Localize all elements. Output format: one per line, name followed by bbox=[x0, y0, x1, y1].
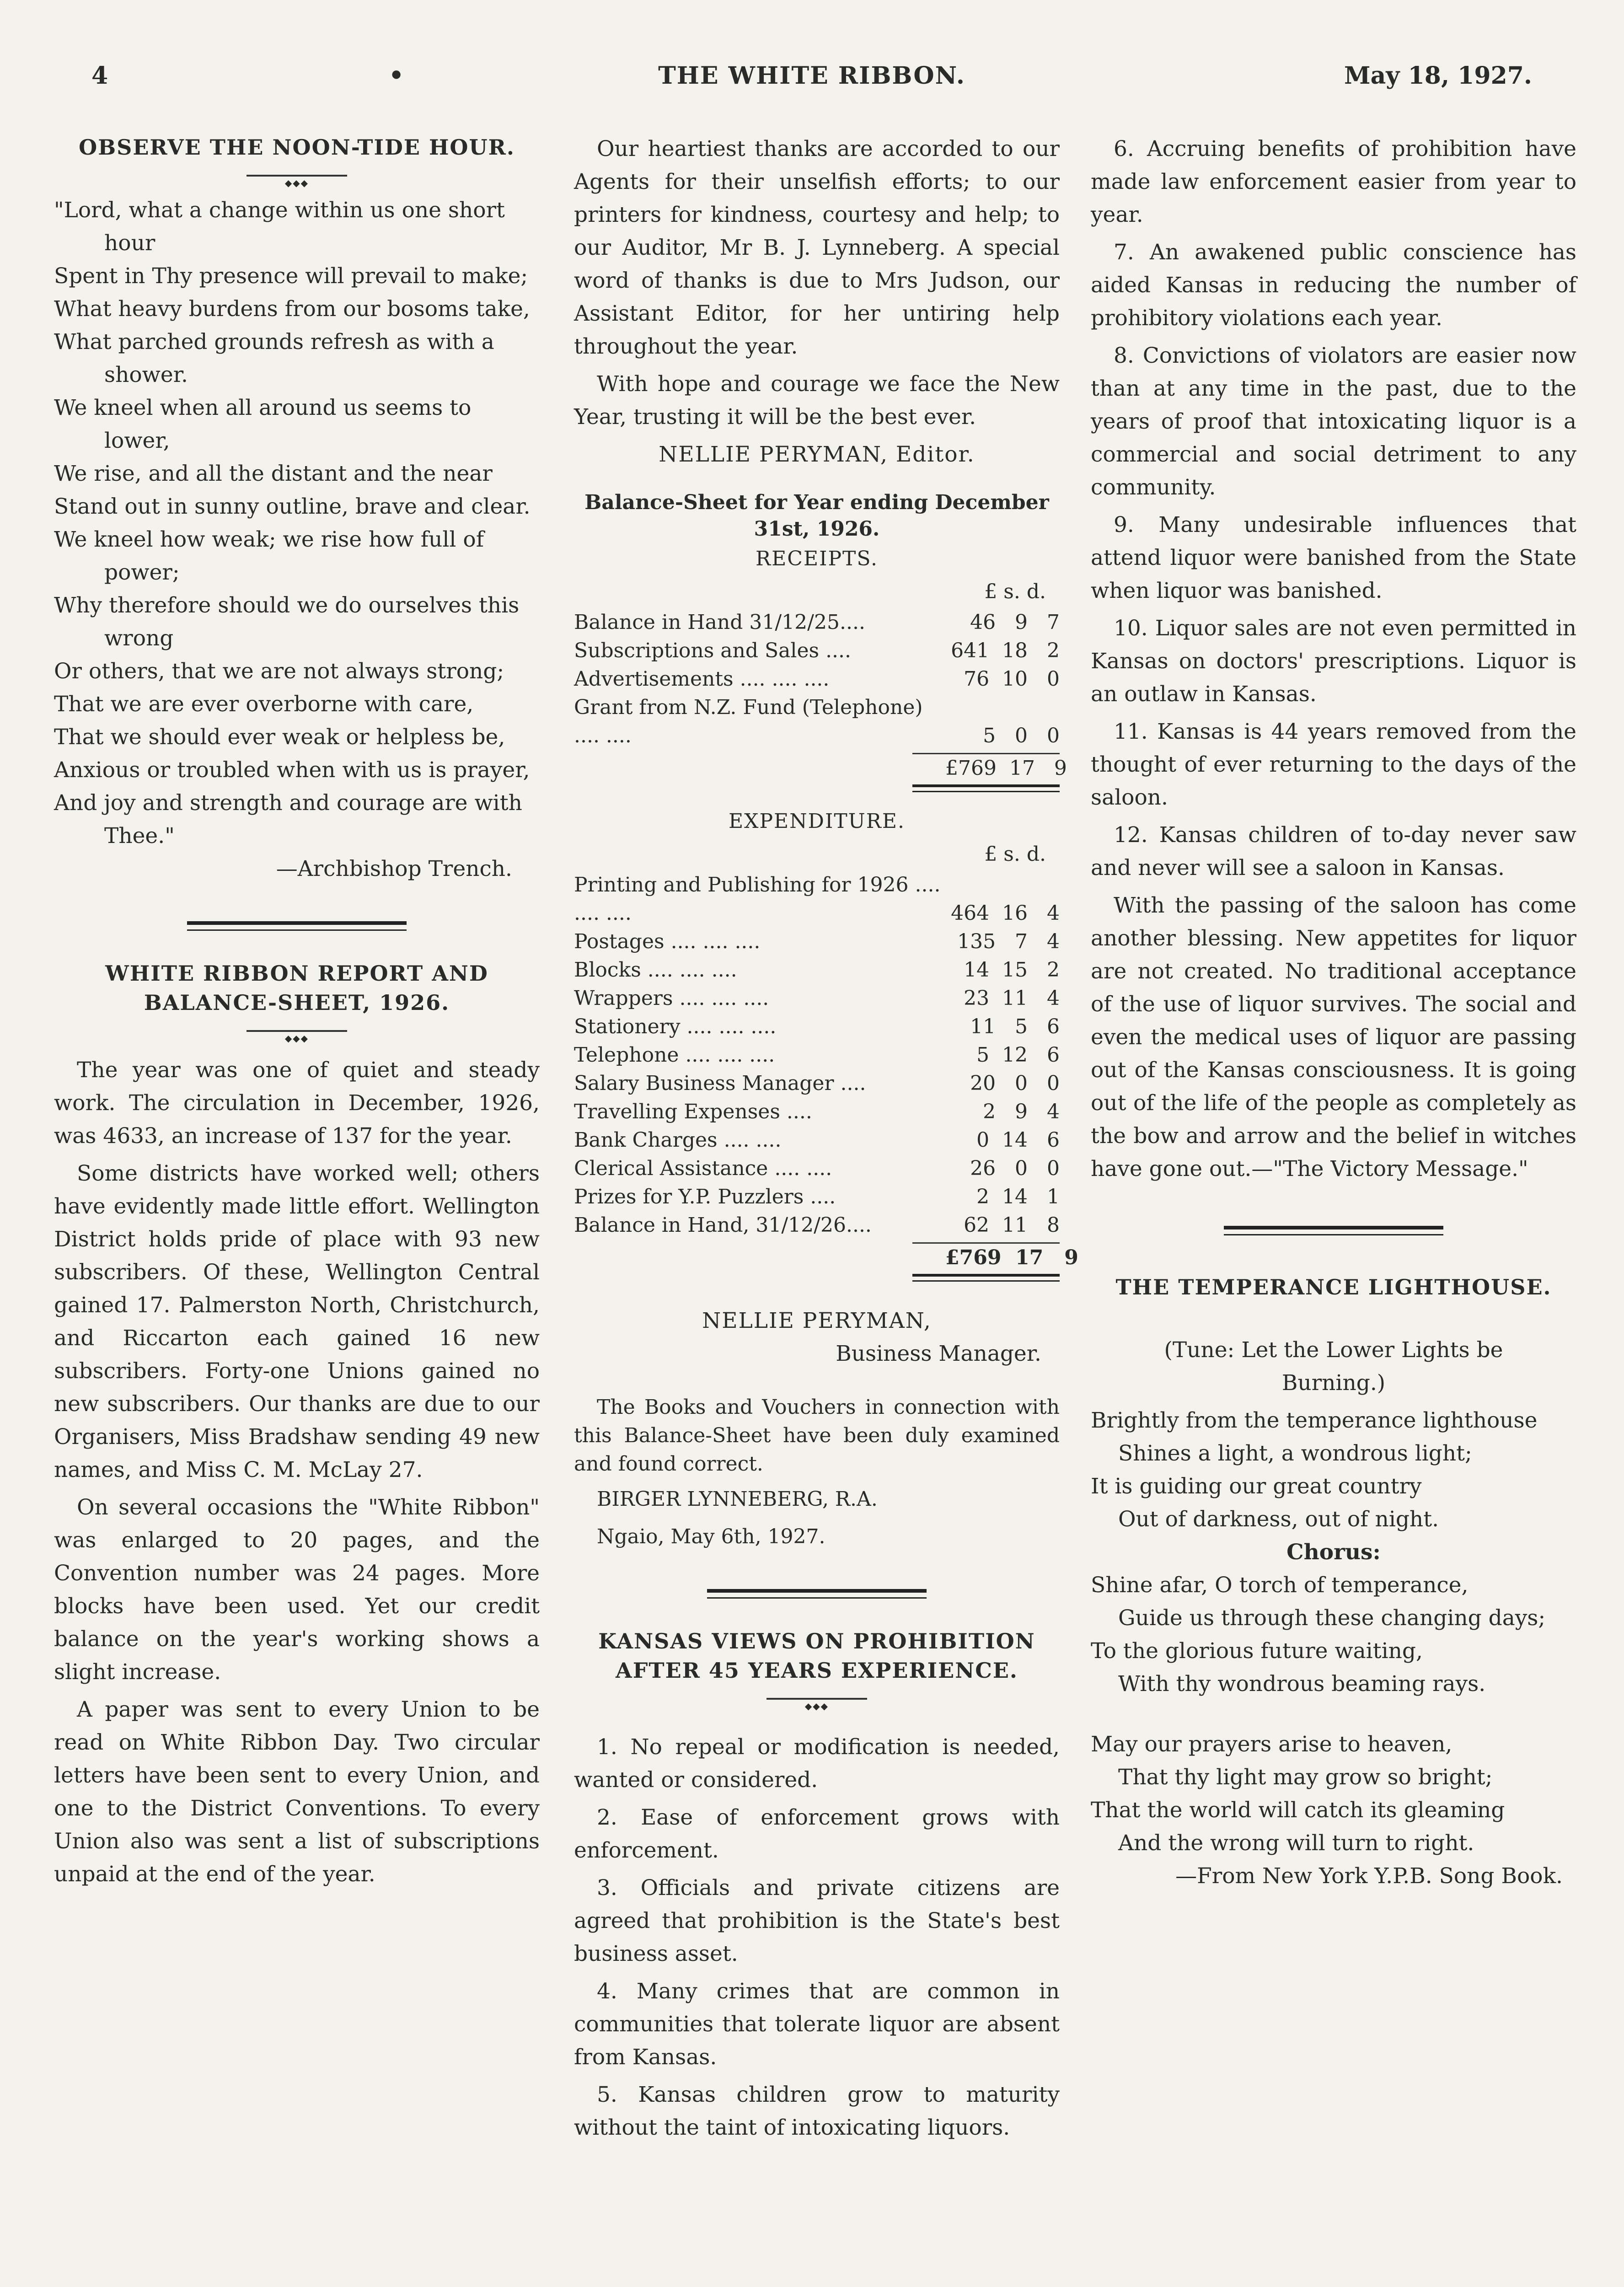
ornament-divider bbox=[54, 162, 540, 189]
expenditure-row bbox=[574, 1013, 1060, 1041]
poem-line: We rise, and all the distant and the near bbox=[54, 461, 493, 486]
total-double-rule bbox=[912, 784, 1060, 792]
report-paragraph: A paper was sent to every Union to be read on White Ribbon Day. Two circular letters have been sent to every Union, and one to the District Conventions. To every Union also was sent a list of subscriptions unpaid at the end of the year. bbox=[54, 1697, 540, 1887]
page-header bbox=[91, 62, 1532, 98]
expenditure-row bbox=[574, 1041, 1060, 1069]
section-rule bbox=[54, 913, 540, 940]
kansas-point: 12. Kansas children of to-day never saw and never will see a saloon in Kansas. bbox=[1091, 822, 1576, 880]
manager-role: Business Manager. bbox=[836, 1341, 1041, 1366]
hymn-line: That thy light may grow so bright; bbox=[1118, 1765, 1493, 1790]
hymn-line: Guide us through these changing days; bbox=[1118, 1605, 1546, 1631]
poem-line: Stand out in sunny outline, brave and clear. bbox=[54, 494, 531, 519]
row-amount: 20 0 0 bbox=[970, 1072, 1060, 1095]
row-amount: 135 7 4 bbox=[957, 930, 1060, 953]
report-paragraph: Some districts have worked well; others have evidently made little effort. Wellington District holds pride of place with 93 new subscribers. Of these, Wellington Central gained 17. Palmerston North, Christchurch, and Riccarton each gained 16 new subscribers. Forty-one Unions gained no new subscribers. Our thanks are due to our Organisers, Miss Bradshaw sending 49 new names, and Miss C. M. McLay 27. bbox=[54, 1161, 540, 1482]
receipts-heading: RECEIPTS. bbox=[756, 547, 878, 570]
row-label: Subscriptions and Sales .... bbox=[574, 639, 852, 662]
header-dot: • bbox=[389, 62, 404, 90]
hymn-line: Brightly from the temperance lighthouse bbox=[1091, 1408, 1538, 1433]
kansas-point: 10. Liquor sales are not even permitted in Kansas on doctors' prescriptions. Liquor is an outlaw in Kansas. bbox=[1091, 616, 1576, 707]
poem-line: That we should ever weak or helpless be, bbox=[54, 725, 505, 750]
expenditure-row bbox=[574, 1126, 1060, 1154]
row-label: Stationery .... .... .... bbox=[574, 1015, 777, 1038]
chorus-label: Chorus: bbox=[1286, 1540, 1381, 1565]
expenditure-row bbox=[574, 956, 1060, 984]
hymn-chorus bbox=[1091, 1569, 1576, 1701]
row-label: Clerical Assistance .... .... bbox=[574, 1157, 832, 1180]
expenditure-total-row bbox=[574, 1244, 1078, 1272]
expenditure-row bbox=[574, 871, 1060, 928]
balance-sheet-title: Balance-Sheet for Year ending December 31st, 1926. bbox=[584, 491, 1049, 541]
row-label: Advertisements .... .... .... bbox=[574, 667, 830, 691]
page-number: 4 bbox=[91, 62, 108, 90]
receipt-row bbox=[574, 693, 1060, 750]
poem-line: What heavy burdens from our bosoms take, bbox=[54, 296, 530, 322]
row-label: Grant from N.Z. Fund (Telephone) .... .... bbox=[574, 696, 923, 747]
section-rule bbox=[574, 1581, 1060, 1608]
row-amount: 11 5 6 bbox=[970, 1015, 1060, 1038]
row-amount: 62 11 8 bbox=[964, 1213, 1060, 1237]
report-paragraph: The year was one of quiet and steady work. The circulation in December, 1926, was 4633, an increase of 137 for the year. bbox=[54, 1058, 540, 1149]
hymn-tune: (Tune: Let the Lower Lights be Burning.) bbox=[1164, 1337, 1503, 1396]
row-amount: 5 0 0 bbox=[983, 724, 1060, 747]
row-label: Balance in Hand, 31/12/26.... bbox=[574, 1213, 872, 1237]
manager-name: NELLIE PERYMAN, bbox=[702, 1308, 932, 1333]
hymn-line: May our prayers arise to heaven, bbox=[1091, 1732, 1452, 1757]
column-3 bbox=[1091, 133, 1576, 1893]
hymn-line: To the glorious future waiting, bbox=[1091, 1638, 1423, 1664]
expenditure-total: £769 17 9 bbox=[945, 1246, 1078, 1269]
ornament-divider bbox=[574, 1685, 1060, 1713]
lighthouse-title: THE TEMPERANCE LIGHTHOUSE. bbox=[1115, 1275, 1552, 1299]
hymn-line: Shines a light, a wondrous light; bbox=[1118, 1441, 1472, 1466]
issue-date: May 18, 1927. bbox=[1344, 62, 1532, 90]
hymn-verse-1 bbox=[1091, 1404, 1576, 1536]
hymn-line: Shine afar, O torch of temperance, bbox=[1091, 1573, 1469, 1598]
row-label: Bank Charges .... .... bbox=[574, 1128, 782, 1152]
kansas-point: 6. Accruing benefits of prohibition have made law enforcement easier from year to year. bbox=[1091, 136, 1576, 227]
row-amount: 464 16 4 bbox=[951, 902, 1060, 925]
hymn-line: Out of darkness, out of night. bbox=[1118, 1507, 1439, 1532]
row-amount: 5 12 6 bbox=[976, 1043, 1060, 1067]
kansas-point: 7. An awakened public conscience has aided Kansas in reducing the number of prohibitory violations each year. bbox=[1091, 240, 1576, 331]
receipt-row bbox=[574, 665, 1060, 693]
row-label: Blocks .... .... .... bbox=[574, 958, 737, 982]
poem-line: "Lord, what a change within us one short hour bbox=[54, 198, 505, 256]
lsd-header: £ s. d. bbox=[984, 580, 1046, 603]
kansas-point: 9. Many undesirable influences that attend liquor were banished from the State when liquor was banished. bbox=[1091, 512, 1576, 603]
kansas-point: 5. Kansas children grow to maturity without the taint of intoxicating liquors. bbox=[574, 2082, 1060, 2140]
row-amount: 14 15 2 bbox=[964, 958, 1060, 982]
report-paragraph: On several occasions the "White Ribbon" was enlarged to 20 pages, and the Convention number was 24 pages. More blocks have been used. Yet our credit balance on the year's working shows a slight increase. bbox=[54, 1495, 540, 1685]
poem-line: Or others, that we are not always strong; bbox=[54, 659, 504, 684]
auditor-name: BIRGER LYNNEBERG, R.A. bbox=[597, 1487, 878, 1511]
receipts-total-row bbox=[574, 754, 1067, 783]
ornament-divider bbox=[54, 1017, 540, 1045]
hymn-verse-2 bbox=[1091, 1728, 1576, 1860]
row-label: Postages .... .... .... bbox=[574, 930, 761, 953]
kansas-point: 1. No repeal or modification is needed, wanted or considered. bbox=[574, 1734, 1060, 1793]
receipt-row bbox=[574, 608, 1060, 637]
report-paragraph: With hope and courage we face the New Year, trusting it will be the best ever. bbox=[574, 371, 1060, 429]
expenditure-row bbox=[574, 928, 1060, 956]
hymn-line: It is guiding our great country bbox=[1091, 1474, 1422, 1499]
row-amount: 2 9 4 bbox=[983, 1100, 1060, 1123]
row-amount: 76 10 0 bbox=[964, 667, 1060, 691]
kansas-point: 4. Many crimes that are common in communities that tolerate liquor are absent from Kansas. bbox=[574, 1979, 1060, 2070]
poem-line: We kneel how weak; we rise how full of power; bbox=[54, 527, 484, 585]
hymn-source: —From New York Y.P.B. Song Book. bbox=[1175, 1863, 1563, 1889]
row-amount: 46 9 7 bbox=[970, 611, 1060, 634]
report-paragraph: Our heartiest thanks are accorded to our Agents for their unselfish efforts; to our printers for kindness, courtesy and help; to our Auditor, Mr B. J. Lynneberg. A special word of thanks is due to Mrs Judson, our Assistant Editor, for her untiring help throughout the year. bbox=[574, 136, 1060, 359]
kansas-point: 3. Officials and private citizens are agreed that prohibition is the State's best business asset. bbox=[574, 1875, 1060, 1966]
row-label: Balance in Hand 31/12/25.... bbox=[574, 611, 865, 634]
column-1 bbox=[54, 133, 540, 1895]
expenditure-row bbox=[574, 1098, 1060, 1126]
row-amount: 2 14 1 bbox=[976, 1185, 1060, 1208]
expenditure-row bbox=[574, 984, 1060, 1013]
section-rule bbox=[1091, 1218, 1576, 1245]
expenditure-row bbox=[574, 1183, 1060, 1211]
expenditure-heading: EXPENDITURE. bbox=[729, 810, 905, 833]
row-label: Telephone .... .... .... bbox=[574, 1043, 775, 1067]
report-title: WHITE RIBBON REPORT AND BALANCE-SHEET, 1926. bbox=[105, 961, 488, 1015]
poem-line: What parched grounds refresh as with a shower. bbox=[54, 329, 494, 387]
lsd-header: £ s. d. bbox=[984, 843, 1046, 866]
row-label: Travelling Expenses .... bbox=[574, 1100, 812, 1123]
poem-author: —Archbishop Trench. bbox=[276, 856, 512, 881]
row-amount: 0 14 6 bbox=[976, 1128, 1060, 1152]
hymn-line: That the world will catch its gleaming bbox=[1091, 1798, 1505, 1823]
receipt-row bbox=[574, 637, 1060, 665]
total-double-rule bbox=[912, 1274, 1060, 1282]
poem-line: We kneel when all around us seems to lower, bbox=[54, 395, 472, 453]
expenditure-row bbox=[574, 1069, 1060, 1098]
poem-title: OBSERVE THE NOON-TIDE HOUR. bbox=[79, 135, 515, 160]
kansas-point: 8. Convictions of violators are easier now than at any time in the past, due to the years of proof that intoxicating liquor is a commercial and social detriment to any community. bbox=[1091, 343, 1576, 500]
column-2 bbox=[574, 133, 1078, 2149]
row-label: Printing and Publishing for 1926 .... .... .... bbox=[574, 873, 941, 925]
poem-line: That we are ever overborne with care, bbox=[54, 692, 474, 717]
hymn-line: And the wrong will turn to right. bbox=[1118, 1831, 1474, 1856]
row-label: Wrappers .... .... .... bbox=[574, 987, 769, 1010]
kansas-title: KANSAS VIEWS ON PROHIBITION AFTER 45 YEARS EXPERIENCE. bbox=[598, 1629, 1035, 1683]
row-label: Salary Business Manager .... bbox=[574, 1072, 866, 1095]
expenditure-row bbox=[574, 1154, 1060, 1183]
row-label: Prizes for Y.P. Puzzlers .... bbox=[574, 1185, 836, 1208]
kansas-point: 2. Ease of enforcement grows with enforcement. bbox=[574, 1805, 1060, 1863]
poem-line: Spent in Thy presence will prevail to make; bbox=[54, 263, 528, 289]
editor-signature: NELLIE PERYMAN, Editor. bbox=[659, 442, 975, 467]
poem-body bbox=[54, 194, 540, 853]
row-amount: 26 0 0 bbox=[970, 1157, 1060, 1180]
publication-title: THE WHITE RIBBON. bbox=[658, 62, 965, 90]
receipts-total: £769 17 9 bbox=[945, 757, 1067, 780]
row-amount: 23 11 4 bbox=[964, 987, 1060, 1010]
poem-line: And joy and strength and courage are with Thee." bbox=[54, 790, 522, 848]
row-amount: 641 18 2 bbox=[951, 639, 1060, 662]
poem-line: Why therefore should we do ourselves this wrong bbox=[54, 593, 520, 651]
poem-line: Anxious or troubled when with us is prayer, bbox=[54, 757, 530, 783]
kansas-point: 11. Kansas is 44 years removed from the thought of ever returning to the days of the saloon. bbox=[1091, 719, 1576, 810]
expenditure-row bbox=[574, 1211, 1060, 1240]
hymn-line: With thy wondrous beaming rays. bbox=[1118, 1671, 1486, 1696]
kansas-conclusion: With the passing of the saloon has come another blessing. New appetites for liquor are not created. No traditional acceptance of the use of liquor survives. The social and even the medical uses of liquor are passing out of the Kansas consciousness. It is going out of the life of the people as completely as the bow and arrow and the belief in witches have gone out.—"The Victory Message." bbox=[1091, 893, 1576, 1181]
audit-statement: The Books and Vouchers in connection with this Balance-Sheet have been duly examined and found correct. bbox=[574, 1396, 1060, 1476]
auditor-place: Ngaio, May 6th, 1927. bbox=[597, 1525, 825, 1548]
